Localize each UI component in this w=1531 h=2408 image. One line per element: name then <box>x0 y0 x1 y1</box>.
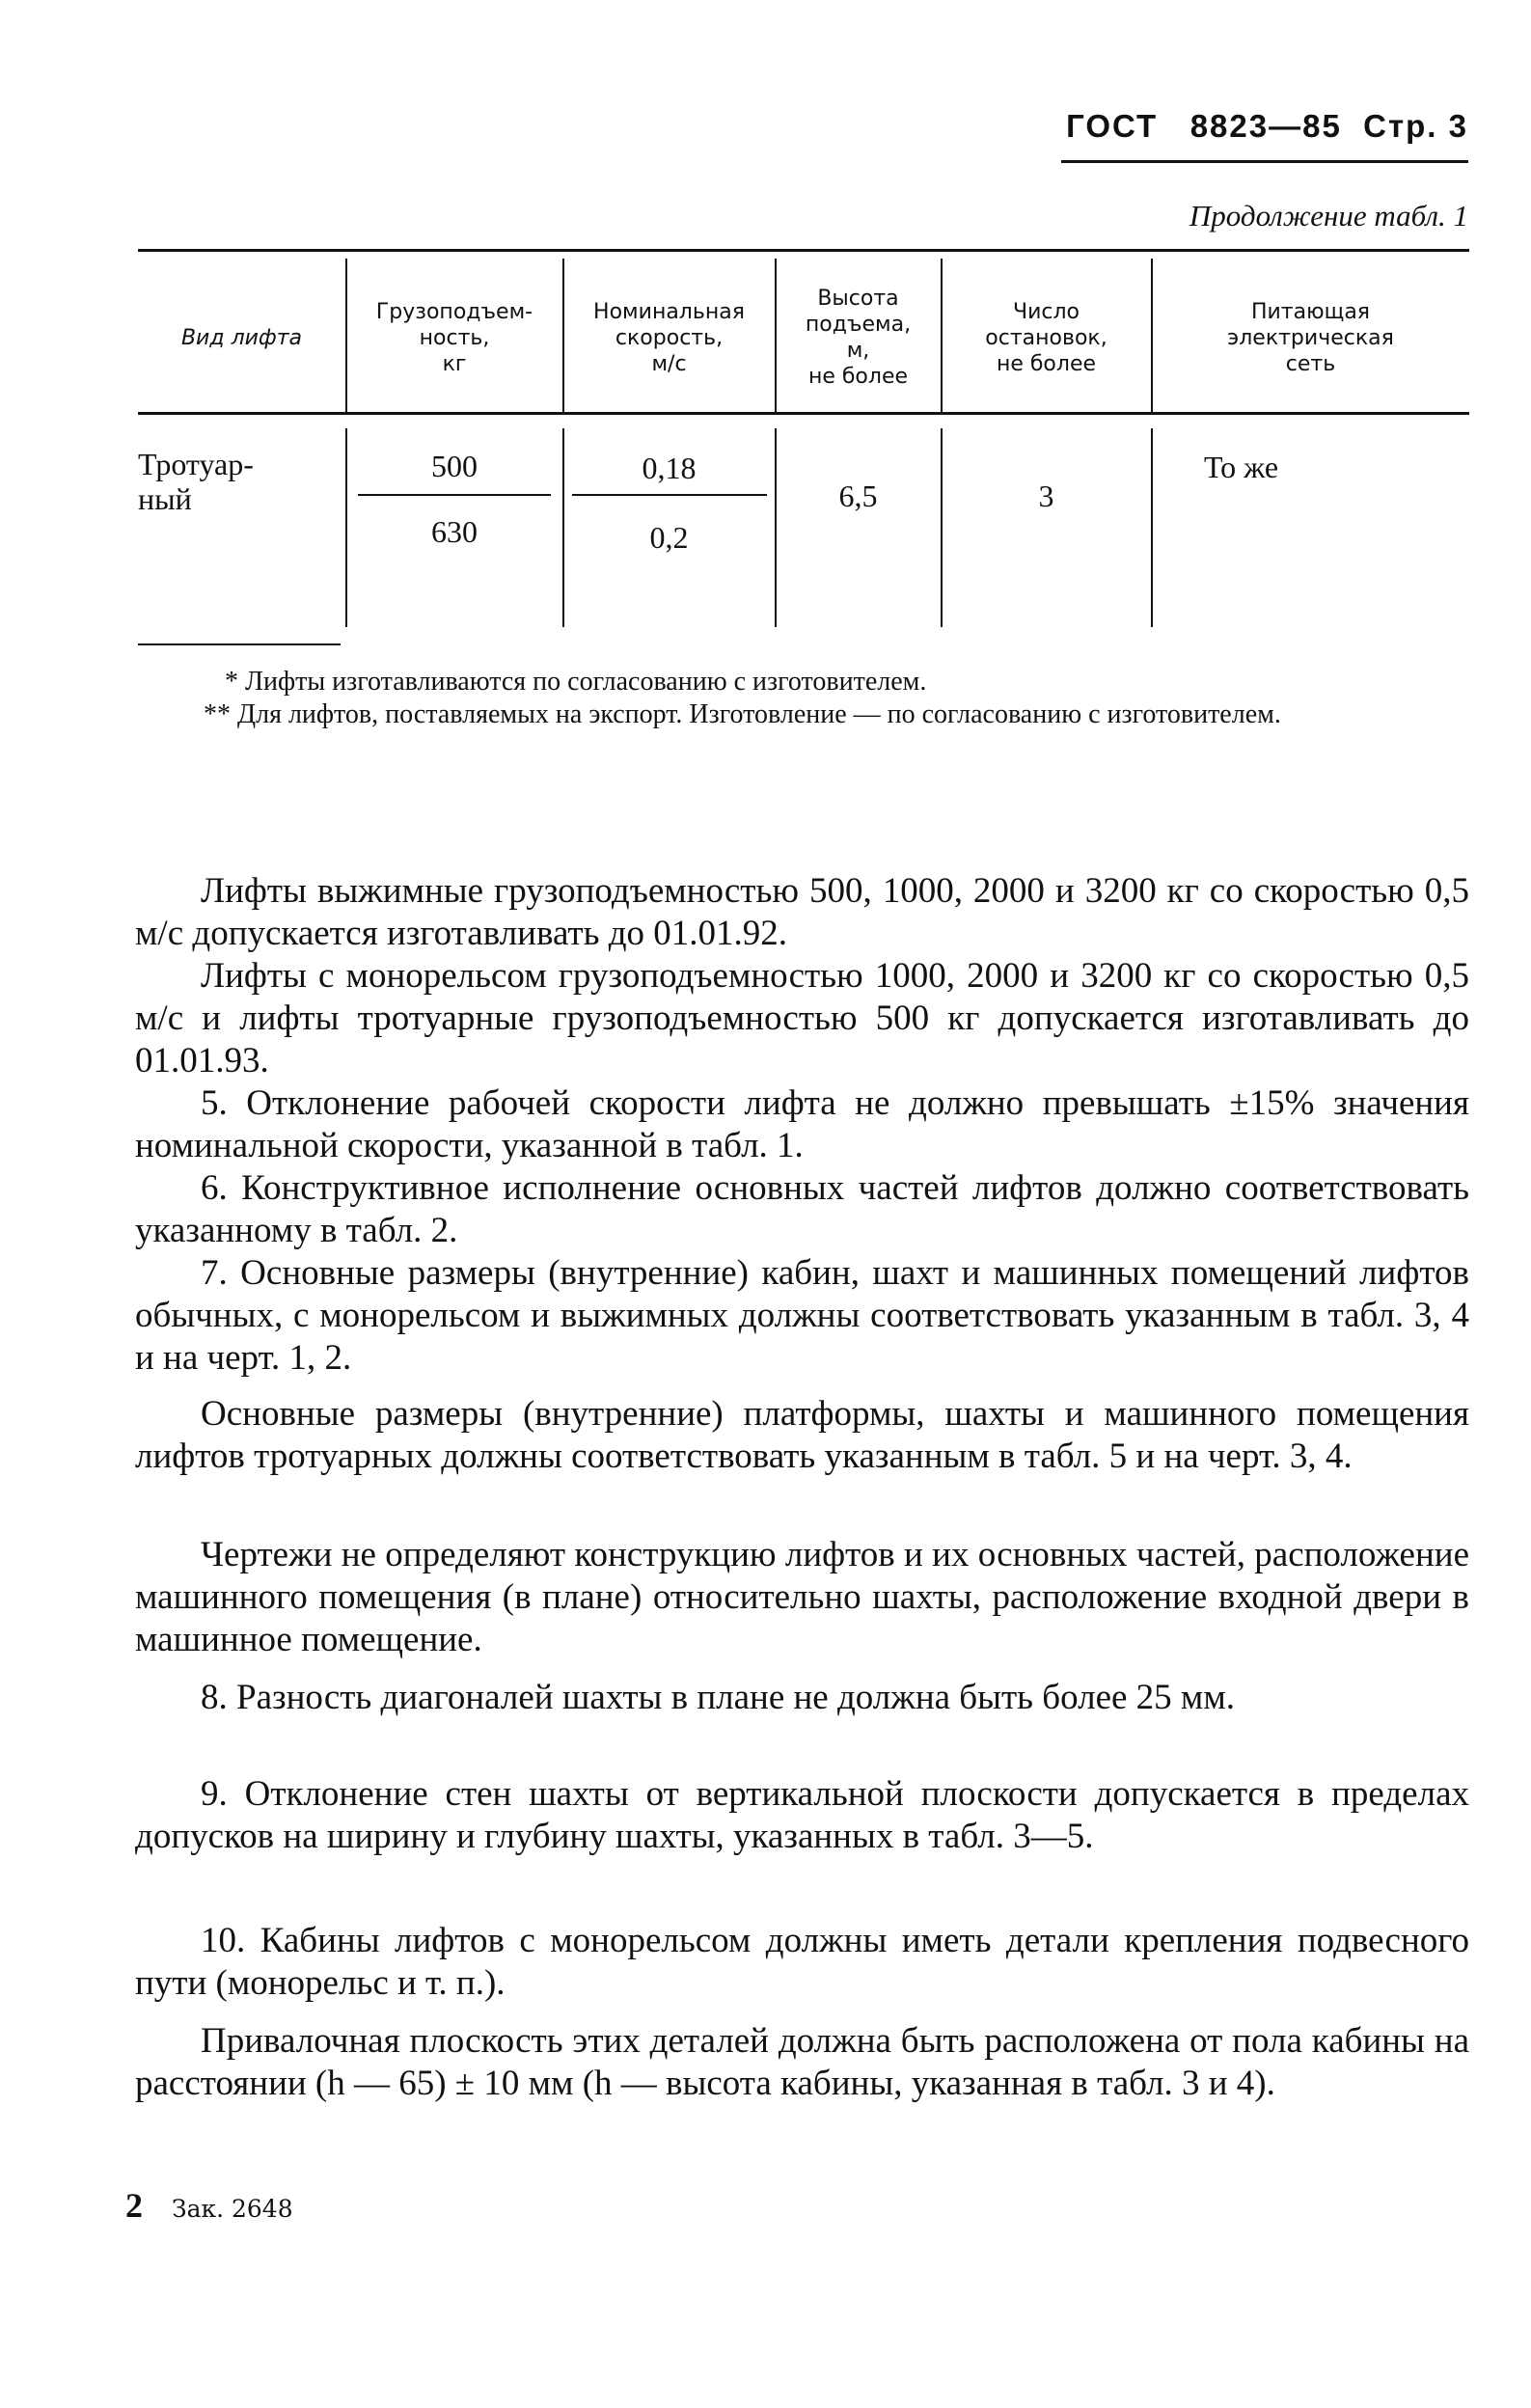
column-header-network: Питающая электрическая сеть <box>1227 299 1394 376</box>
paragraph: Чертежи не определяют конструкцию лифтов и их основных частей, расположение машинного помещения (в плане) относительно шахты, расположение входной двери в машинное помещение. <box>135 1535 1469 1659</box>
table-top-rule <box>138 249 1469 252</box>
column-divider <box>775 428 777 627</box>
cell-capacity: 500 <box>431 449 478 483</box>
cell-capacity: 630 <box>431 514 478 549</box>
footnote: * Лифты изготавливаются по согласованию с изготовителем. <box>225 667 927 697</box>
standard-label: ГОСТ <box>1066 108 1159 144</box>
paragraph: Основные размеры (внутренние) платформы, шахты и машинного помещения лифтов тротуарных должны соответствовать указанным в табл. 5 и на черт. 3, 4. <box>135 1394 1469 1476</box>
footnote: ** Для лифтов, поставляемых на экспорт. Изготовление — по согласованию с изготовителем. <box>204 699 1281 729</box>
paragraph: 10. Кабины лифтов с монорельсом должны иметь детали крепления подвесного пути (монорельс и т. п.). <box>135 1921 1469 2003</box>
table-continuation-label: Продолжение табл. 1 <box>1189 199 1468 233</box>
column-divider <box>941 428 943 627</box>
column-header-stops: Число остановок, не более <box>985 299 1107 376</box>
column-header-speed: Номинальная скорость, м/с <box>593 299 745 376</box>
column-header-height: Высота подъема, м, не более <box>805 287 912 389</box>
paragraph: Привалочная плоскость этих деталей должна быть расположена от пола кабины на расстоянии (h — 65) ± 10 мм (h — высота кабины, указанная в табл. 3 и 4). <box>135 2021 1469 2103</box>
page-header <box>1063 108 1468 145</box>
cell-height: 6,5 <box>838 479 878 513</box>
footnote-rule <box>138 643 341 645</box>
paragraph: 8. Разность диагоналей шахты в плане не должна быть более 25 мм. <box>201 1678 1236 1717</box>
cell-speed: 0,18 <box>642 451 697 485</box>
header-rule <box>1061 160 1468 163</box>
cell-lift-type: Тротуар- ный <box>138 447 254 516</box>
paragraph: 9. Отклонение стен шахты от вертикальной плоскости допускается в пределах допусков на ширину и глубину шахты, указанных в табл. 3—5. <box>135 1774 1469 1856</box>
paragraph: Лифты выжимные грузоподъемностью 500, 1000, 2000 и 3200 кг со скоростью 0,5 м/с допускается изготавливать до 01.01.92. <box>135 871 1469 953</box>
paragraph: 6. Конструктивное исполнение основных частей лифтов должно соответствовать указанному в табл. 2. <box>135 1168 1469 1250</box>
paragraph: Лифты с монорельсом грузоподъемностью 1000, 2000 и 3200 кг со скоростью 0,5 м/с и лифты тротуарные грузоподъемностью 500 кг допускается изготавливать до 01.01.93. <box>135 956 1469 1081</box>
column-header-type: Вид лифта <box>180 325 303 350</box>
lift-table <box>138 249 1469 627</box>
cell-split-rule <box>358 494 551 496</box>
column-divider <box>1151 428 1153 627</box>
table-header-rule <box>138 412 1469 415</box>
cell-network: То же <box>1204 450 1279 484</box>
cell-speed: 0,2 <box>649 520 689 555</box>
paragraph: 7. Основные размеры (внутренние) кабин, шахт и машинных помещений лифтов обычных, с монорельсом и выжимных должны соответствовать указанным в табл. 3, 4 и на черт. 1, 2. <box>135 1253 1469 1378</box>
column-header-capacity: Грузоподъем- ность, кг <box>375 299 533 376</box>
page-indicator: Стр. 3 <box>1363 108 1468 144</box>
paragraph: 5. Отклонение рабочей скорости лифта не должно превышать ±15% значения номинальной скорости, указанной в табл. 1. <box>135 1083 1469 1165</box>
cell-stops: 3 <box>1038 479 1054 513</box>
cell-split-rule <box>572 494 767 496</box>
order-number: Зак. 2648 <box>172 2195 293 2223</box>
page-number: 2 <box>125 2186 143 2225</box>
standard-number: 8823—85 <box>1189 108 1342 144</box>
